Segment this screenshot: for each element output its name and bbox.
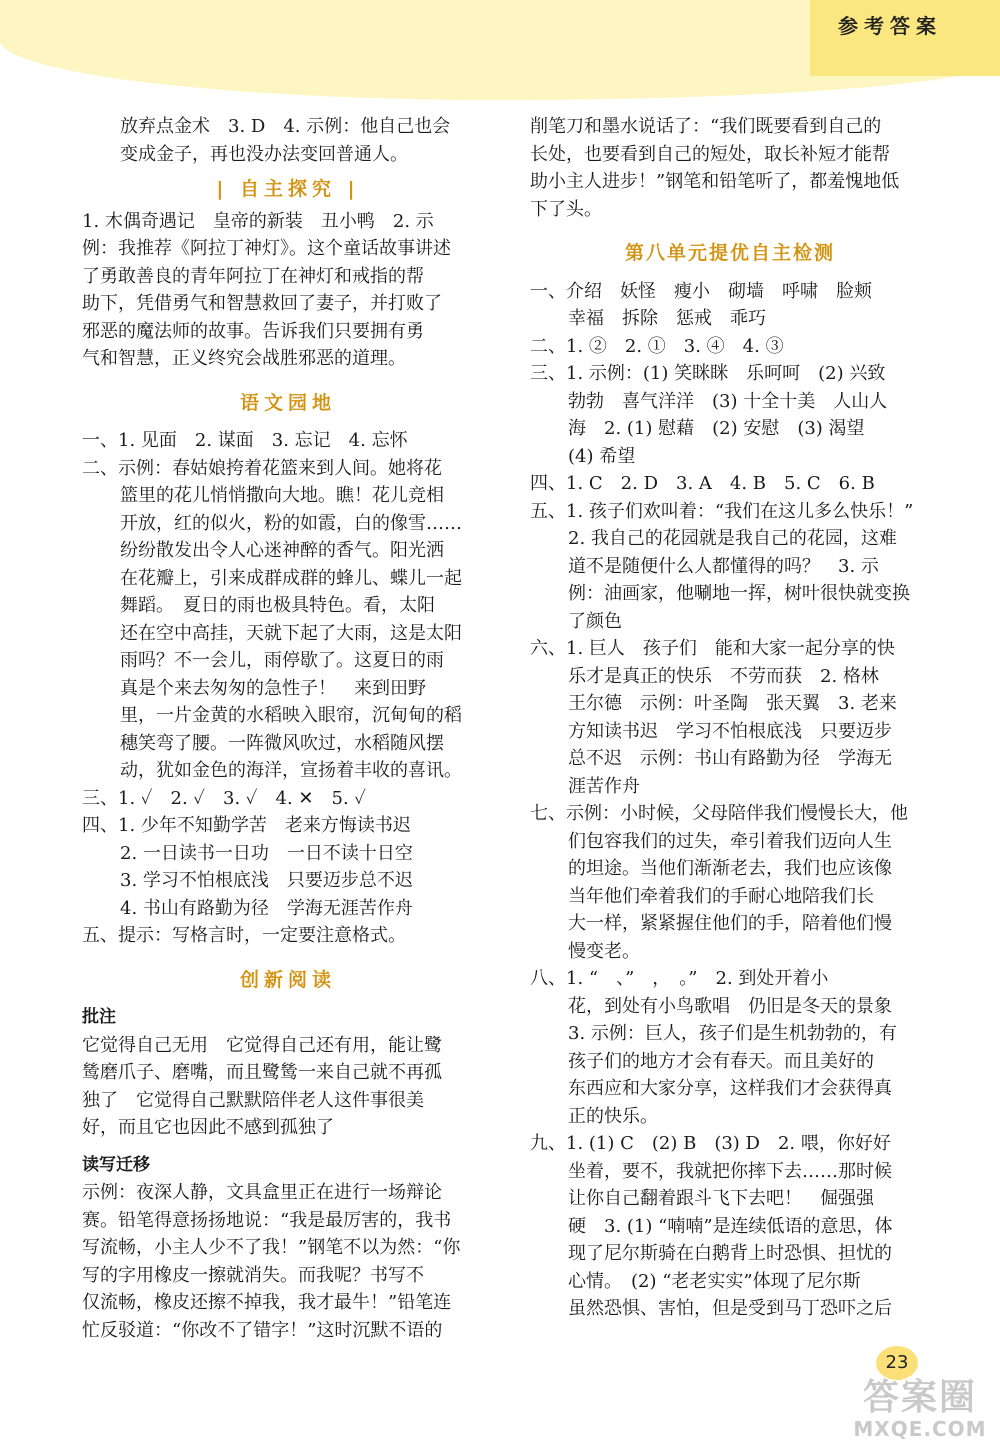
answer-line: 了颜色 [568,610,622,632]
section-heading [82,176,494,204]
answer-line: 气和智慧，正义终究会战胜邪恶的道理。 [82,348,406,369]
answer-line: 四、1. C 2. D 3. A 4. B 5. C 6. B [530,473,875,494]
answer-line: 坐着，要不，我就把你摔下去……那时候 [568,1160,892,1182]
left-column [82,113,494,1344]
watermark-top: 答案圈 [862,1377,977,1418]
section-heading [82,967,494,995]
answer-line: 心情。 (2) “老老实实”体现了尼尔斯 [568,1270,861,1292]
answer-line: 现了尼尔斯骑在白鹅背上时恐惧、担忧的 [568,1243,892,1264]
answer-line: 让你自己翻着跟斗飞下去吧！ 倔强强 [568,1188,874,1209]
answer-line: 勃勃 喜气洋洋 (3) 十全十美 人山人 [568,390,888,412]
answer-line: 助下，凭借勇气和智慧救回了妻子，并打败了 [82,293,442,314]
answer-line: 舞蹈。 夏日的雨也极具特色。看，太阳 [120,595,435,616]
watermark-logo [845,1378,995,1448]
section-heading-text: 第八单元提优自主检测 [624,242,835,264]
answer-line: 例：油画家，他唰地一挥，树叶很快就变换 [568,583,910,604]
answer-line: 们包容我们的过失，牵引着我们迈向人生 [568,830,892,852]
answer-line: 道不是随便什么人都懂得的吗？ 3. 示 [568,555,879,577]
answer-line: 四、1. 少年不知勤学苦 老来方悔读书迟 [82,815,411,836]
answer-line: 孩子们的地方才会有春天。而且美好的 [568,1050,874,1072]
answer-line: 方知读书迟 学习不怕根底浅 只要迈步 [568,720,892,742]
answer-line: 一、1. 见面 2. 谋面 3. 忘记 4. 忘怀 [82,430,408,451]
answer-line: 六、1. 巨人 孩子们 能和大家一起分享的快 [530,638,895,659]
watermark-bottom: MXQE.COM [853,1417,987,1441]
answer-line: 硬 3. (1) “喃喃”是连续低语的意思，体 [568,1215,893,1237]
section-heading-text: 创新阅读 [239,968,336,991]
answer-line: 它觉得自己无用 它觉得自己还有用，能让鹭 [82,1034,442,1056]
answer-line: 邪恶的魔法师的故事。告诉我们只要拥有勇 [82,320,424,342]
subheading: 读写迁移 [82,1154,150,1175]
answer-line: 助小主人进步！”钢笔和铅笔听了，都羞愧地低 [530,171,900,192]
answer-line: 二、1. ② 2. ① 3. ④ 4. ③ [530,335,784,357]
answer-line: 4. 书山有路勤为径 学海无涯苦作舟 [120,897,413,919]
answer-line: 削笔刀和墨水说话了：“我们既要看到自己的 [530,116,882,137]
answer-line: 海 2. (1) 慰藉 (2) 安慰 (3) 渴望 [568,418,865,439]
answer-line: 了勇敢善良的青年阿拉丁在神灯和戒指的帮 [82,265,424,287]
answer-line: 写流畅，小主人少不了我！”钢笔不以为然：“你 [82,1237,461,1258]
answer-line: 五、1. 孩子们欢叫着：“我们在这儿多么快乐！” [530,500,914,522]
answer-line: 乐才是真正的快乐 不劳而获 2. 格林 [568,665,879,687]
answer-line: 总不迟 示例：书山有路勤为径 学海无 [568,748,892,769]
answer-line: 还在空中高挂，天就下起了大雨，这是太阳 [120,622,462,644]
answer-line: 一、介绍 妖怪 瘦小 砌墙 呼啸 脸颊 [530,280,872,302]
answer-line: 2. 我自己的花园就是我自己的花园，这难 [568,528,897,549]
answer-line: 的坦途。当他们渐渐老去，我们也应该像 [568,858,892,879]
answer-line: 王尔德 示例：叶圣陶 张天翼 3. 老来 [568,693,897,714]
answer-line: 忙反驳道：“你改不了错字！”这时沉默不语的 [82,1319,443,1341]
right-column [530,113,930,1323]
answer-line: 当年他们牵着我们的手耐心地陪我们长 [568,885,874,907]
answer-line: 大一样，紧紧握住他们的手，陪着他们慢 [568,913,892,934]
answer-line: 赛。铅笔得意扬扬地说：“我是最厉害的，我书 [82,1209,452,1231]
answer-line: 正的快乐。 [568,1105,658,1127]
answer-line: 穗笑弯了腰。一阵微风吹过，水稻随风摆 [120,732,444,754]
answer-line: 八、1. “ 、” ， 。” 2. 到处开着小 [530,968,829,989]
page-number: 23 [876,1346,918,1380]
answer-line: 2. 一日读书一日功 一日不读十日空 [120,842,413,864]
answer-line: 东西应和大家分享，这样我们才会获得真 [568,1078,892,1099]
answer-line: 慢变老。 [568,940,640,962]
answer-line: 好，而且它也因此不感到孤独了 [82,1117,334,1138]
answer-line: 变成金子，再也没办法变回普通人。 [120,143,408,165]
section-heading-text: | 自主探究 | [216,178,359,200]
answer-line: 示例：夜深人静，文具盒里正在进行一场辩论 [82,1182,442,1203]
answer-line: 里，一片金黄的水稻映入眼帘，沉甸甸的稻 [120,705,462,726]
section-heading [530,240,930,268]
answer-line: 篮里的花儿悄悄撒向大地。瞧！花儿竞相 [120,485,444,506]
answer-line: 写的字用橡皮一擦就消失。而我呢？书写不 [82,1264,424,1286]
answer-line: 下了头。 [530,198,602,220]
answer-line: 独了 它觉得自己默默陪伴老人这件事很美 [82,1089,424,1111]
answer-line: 3. 示例：巨人，孩子们是生机勃勃的，有 [568,1023,897,1044]
answer-line: 雨吗？不一会儿，雨停歇了。这夏日的雨 [120,650,444,671]
answer-line: 例：我推荐《阿拉丁神灯》。这个童话故事讲述 [82,238,451,259]
answer-line: 鸶磨爪子、磨嘴，而且鹭鸶一来自己就不再孤 [82,1062,442,1083]
answer-line: 花，到处有小鸟歌唱 仍旧是冬天的景象 [568,995,892,1017]
answer-line: 三、1. ✓ 2. ✓ 3. ✓ 4. ✕ 5. ✓ [82,787,366,809]
answer-line: 3. 学习不怕根底浅 只要迈步总不迟 [120,870,413,891]
answer-line: 涯苦作舟 [568,775,640,797]
answer-line: 仅流畅，橡皮还擦不掉我，我才最牛！”铅笔连 [82,1292,452,1313]
subheading: 批注 [82,1007,116,1027]
answer-line: 九、1. (1) C (2) B (3) D 2. 喂，你好好 [530,1133,891,1154]
answer-line: 1. 木偶奇遇记 皇帝的新装 丑小鸭 2. 示 [82,210,434,232]
answer-line: (4) 希望 [568,445,636,467]
section-heading [82,390,494,418]
answer-line: 在花瓣上，引来成群成群的蜂儿、蝶儿一起 [120,567,462,589]
answer-line: 幸福 拆除 惩戒 乖巧 [568,308,766,329]
answer-line: 三、1. 示例：(1) 笑眯眯 乐呵呵 (2) 兴致 [530,363,886,384]
answer-line: 动，犹如金色的海洋，宣扬着丰收的喜讯。 [120,760,462,781]
answer-line: 纷纷散发出令人心迷神醉的香气。阳光洒 [120,540,444,561]
answer-line: 二、示例：春姑娘挎着花篮来到人间。她将花 [82,457,442,479]
answer-line: 开放，红的似火，粉的如霞，白的像雪…… [120,512,462,534]
answer-line: 虽然恐惧、害怕，但是受到马丁恐吓之后 [568,1298,892,1319]
answer-line: 五、提示：写格言时，一定要注意格式。 [82,925,406,946]
answer-line: 真是个来去匆匆的急性子！ 来到田野 [120,677,426,699]
section-heading-text: 语文园地 [239,391,336,414]
header-title: 参考答案 [838,14,942,38]
answer-line: 长处，也要看到自己的短处，取长补短才能帮 [530,143,890,165]
answer-line: 放弃点金术 3. D 4. 示例：他自己也会 [120,116,451,137]
answer-line: 七、示例：小时候，父母陪伴我们慢慢长大，他 [530,803,908,824]
